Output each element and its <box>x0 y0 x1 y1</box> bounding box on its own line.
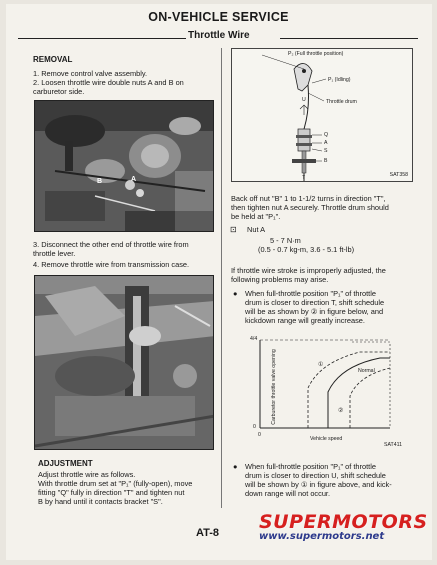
adjustment-heading: ADJUSTMENT <box>38 459 93 468</box>
backoff-line-2: then tighten nut A securely. Throttle drum should <box>231 203 389 212</box>
torque-value-nm: 5 - 7 N·m <box>270 236 301 245</box>
removal-step-1: 1. Remove control valve assembly. <box>33 69 148 78</box>
adjustment-line-1: Adjust throttle wire as follows. <box>38 470 136 479</box>
figure-label-p1: P₁ (Idling) <box>328 77 351 83</box>
photo-transmission-image <box>35 276 214 450</box>
removal-step-4: 4. Remove throttle wire from transmission case. <box>33 260 190 269</box>
schedule-curve-2 <box>350 368 390 428</box>
column-separator <box>221 48 222 508</box>
shift-schedule-chart <box>240 332 410 450</box>
watermark-logo <box>259 511 431 557</box>
photo-carburetor-image <box>35 101 214 232</box>
chart-annotation-1: ① <box>318 362 324 368</box>
bullet-2-line-2: drum is closer to direction U, shift schedule <box>245 471 386 480</box>
photo-transmission-case <box>34 275 214 450</box>
figure-label-s: S <box>324 148 328 154</box>
photo-label-b: B <box>97 178 103 185</box>
figure-label-a: A <box>324 140 328 146</box>
bullet-1-line-4: kickdown range will greatly increase. <box>245 316 365 325</box>
bullet-1-line-3: will be as shown by ② in figure below, and <box>245 307 384 316</box>
stroke-intro-1: If throttle wire stroke is improperly adjusted, the <box>231 266 386 275</box>
page-header-title: ON-VEHICLE SERVICE <box>148 10 289 24</box>
adjustment-line-2: With throttle drum set at "P₁" (fully-open), move <box>38 479 193 488</box>
chart-ylabel: Carburetor throttle valve opening <box>271 349 277 425</box>
chart-annotation-normal: Normal <box>358 368 375 374</box>
removal-heading: REMOVAL <box>33 55 73 64</box>
chart-y-tick-zero: 0 <box>253 424 256 430</box>
bullet-2-line-1: When full-throttle position "P₁" of throttle <box>245 462 376 471</box>
header-rule-left <box>18 38 186 39</box>
removal-step-2: 2. Loosen throttle wire double nuts A and B on <box>33 78 184 87</box>
throttle-drum-drawing <box>232 49 413 182</box>
figure-label-q: Q <box>324 132 329 138</box>
watermark-url: www.supermotors.net <box>259 531 385 542</box>
bullet-1-line-2: drum is closer to direction T, shift schedule <box>245 298 385 307</box>
photo-label-a: A <box>131 176 137 183</box>
removal-step-3: 3. Disconnect the other end of throttle wire from <box>33 240 189 249</box>
bullet-2-line-3: will be shown by ① in figure above, and kick- <box>245 480 392 489</box>
torque-label: Nut A <box>247 225 266 234</box>
removal-step-2-cont: carburetor side. <box>33 87 85 96</box>
removal-step-3-cont: throttle lever. <box>33 249 76 258</box>
throttle-drum-figure <box>231 48 413 182</box>
adjustment-line-4: B by hand until it contacts bracket "S". <box>38 497 163 506</box>
schedule-kickdown-bound <box>352 342 390 428</box>
figure-code-sat358: SAT358 <box>389 172 408 178</box>
photo-carburetor-side <box>34 100 214 232</box>
figure-label-p2: P₂ (Full throttle position) <box>288 51 344 57</box>
watermark-logo-text: SUPERMOTORS <box>259 511 428 533</box>
adjustment-line-3: fitting "Q" fully in direction "T" and tighten nut <box>38 488 185 497</box>
figure-label-t: T <box>302 175 306 181</box>
page-number: AT-8 <box>196 527 220 539</box>
stroke-intro-2: following problems may arise. <box>231 275 329 284</box>
header-rule-right <box>280 38 418 39</box>
bullet-2-line-4: down range will not occur. <box>245 489 331 498</box>
chart-annotation-2: ② <box>338 408 344 414</box>
bullet-1-dot: ● <box>233 289 238 298</box>
figure-label-b: B <box>324 158 328 164</box>
backoff-line-1: Back off nut "B" 1 to 1-1/2 turns in direction "T", <box>231 194 386 203</box>
chart-x-tick-zero: 0 <box>258 432 261 438</box>
backoff-line-3: be held at "P₁". <box>231 212 281 221</box>
chart-xlabel: Vehicle speed <box>310 436 343 442</box>
chart-code-sat411: SAT411 <box>384 442 402 448</box>
chart-y-tick-max: 4/4 <box>250 336 258 342</box>
bullet-1-line-1: When full-throttle position "P₁" of throttle <box>245 289 376 298</box>
figure-label-drum: Throttle drum <box>326 99 357 105</box>
shift-schedule-plot <box>240 332 410 450</box>
section-title: Throttle Wire <box>188 30 250 41</box>
figure-label-u: U <box>302 97 306 103</box>
bullet-2-dot: ● <box>233 462 238 471</box>
torque-value-alt: (0.5 - 0.7 kg-m, 3.6 - 5.1 ft-lb) <box>258 245 355 254</box>
torque-wrench-icon: ⊡ <box>230 225 237 234</box>
